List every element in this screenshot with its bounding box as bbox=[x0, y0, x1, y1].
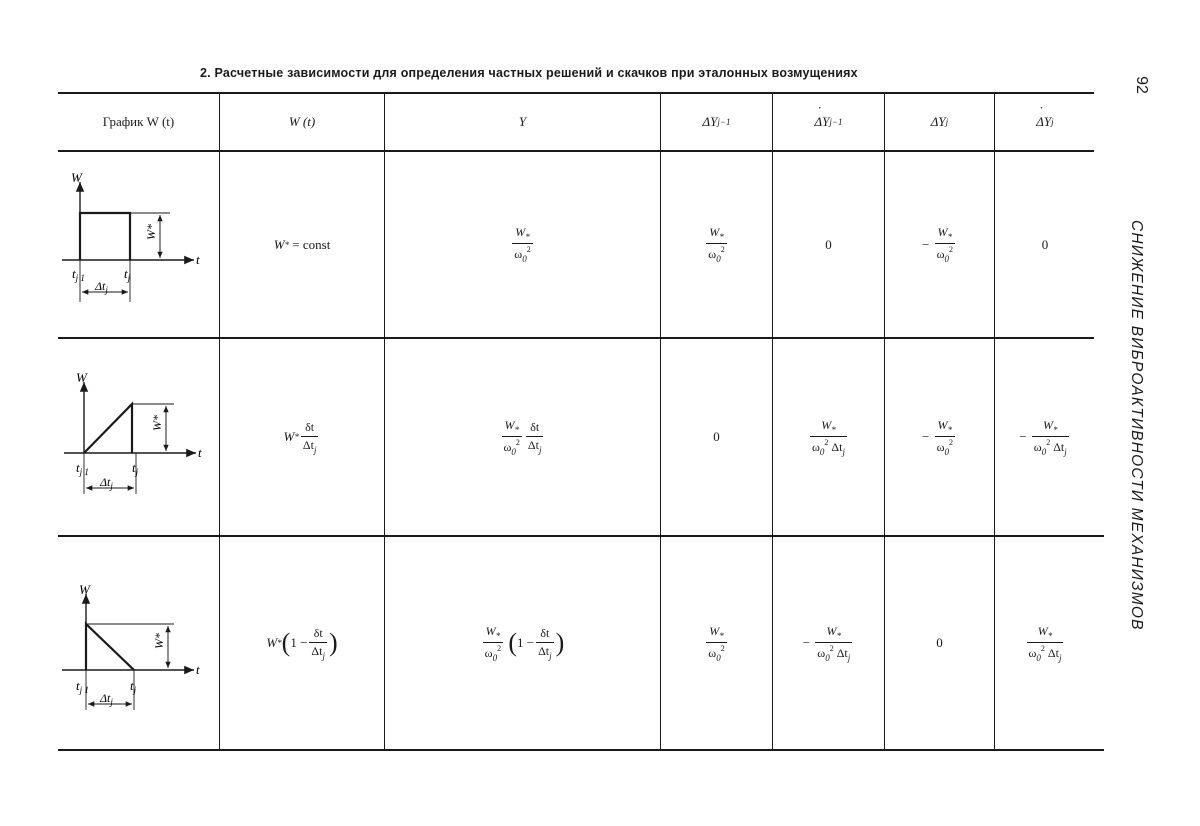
row2-dy-prev: 0 bbox=[713, 429, 720, 444]
svg-text:tj: $t_j$ bbox=[132, 460, 139, 477]
row2-dydot: − $\frac{W_*}{\omega_0^2 \Delta t_j}$ bbox=[1019, 417, 1067, 457]
svg-text:W*: W* bbox=[152, 633, 166, 649]
running-head: СНИЖЕНИЕ ВИБРОАКТИВНОСТИ МЕХАНИЗМОВ bbox=[1128, 220, 1145, 631]
header-dy-sub: j bbox=[945, 117, 949, 127]
svg-text:tj 1: $t_{j 1}$ bbox=[76, 678, 89, 695]
pulse-shape bbox=[80, 213, 130, 260]
row1-dy-prev bbox=[661, 152, 772, 337]
svg-text:Δtj: $\Delta t_j$ bbox=[100, 691, 113, 707]
graph-ramp-down bbox=[62, 578, 212, 723]
graph-wstar-label: W* bbox=[144, 224, 158, 240]
header-w bbox=[220, 94, 384, 150]
row2-y: $\frac{W_*}{\omega_0^2}$ $\frac{\delta t}{\Delta t_j}$ bbox=[503, 417, 542, 457]
row1-dydot: 0 bbox=[1041, 236, 1049, 252]
row2-w: W * $\frac{\delta t}{\Delta t_j}$ bbox=[283, 419, 317, 455]
table-caption: 2. Расчетные зависимости для определения частных решений и скачков при эталонных возмущениях bbox=[200, 66, 858, 80]
header-dydot-label: ˙ ΔY bbox=[1036, 114, 1051, 130]
graph-w-label: W bbox=[71, 170, 82, 185]
header-dy-label: ΔY bbox=[930, 114, 946, 129]
svg-text:t: t bbox=[196, 662, 200, 677]
svg-text:Δtj: $\Delta t_j$ bbox=[100, 475, 113, 491]
header-dy bbox=[885, 94, 994, 150]
header-w-label: W (t) bbox=[288, 114, 316, 129]
header-dydot-prev-sub: j−1 bbox=[829, 117, 843, 127]
header-y bbox=[385, 94, 660, 150]
graph-delta-label: $\Delta t_j$ bbox=[95, 279, 108, 295]
ramp-shape bbox=[84, 404, 132, 453]
row1-dy-prev-frac: $\frac{W_*}{\omega_0^2}$ bbox=[708, 225, 725, 264]
row2-dydot-prev: $\frac{W_*}{\omega_0^2 \Delta t_j}$ bbox=[812, 417, 845, 457]
row1-w: W * = const bbox=[273, 236, 331, 252]
graph-t-label: t bbox=[196, 252, 200, 267]
header-dy-prev-label: ΔY bbox=[702, 114, 718, 129]
graph-ramp-up bbox=[62, 368, 212, 513]
row2-dy: − $\frac{W_*}{\omega_0^2}$ bbox=[922, 417, 953, 457]
ramp-shape bbox=[86, 624, 134, 670]
svg-text:t: t bbox=[198, 445, 202, 460]
header-dydot-prev bbox=[773, 94, 884, 150]
svg-text:tj 1: $t_{j 1}$ bbox=[76, 460, 89, 477]
row1-y-frac: $\frac{W_*}{\omega_0^2}$ bbox=[514, 225, 531, 264]
page-number: 92 bbox=[1133, 76, 1150, 94]
row1-dy-frac: $\frac{W_*}{\omega_0^2}$ bbox=[936, 225, 953, 264]
header-dydot-sub: j bbox=[1051, 117, 1054, 127]
graph-tprev-label: $t_{j 1}$ bbox=[72, 266, 85, 283]
svg-text:W: W bbox=[79, 582, 90, 597]
table-bottom-rule bbox=[58, 749, 1104, 751]
header-dy-prev-sub: j−1 bbox=[717, 117, 731, 127]
row3-dydot-prev: − $\frac{W_*}{\omega_0^2 \Delta t_j}$ bbox=[802, 623, 851, 663]
row3-y: $\frac{W_*}{\omega_0^2}$ ( 1 − $\frac{\delta t}{\Delta t_j}$ ) bbox=[484, 623, 565, 663]
row3-dy: 0 bbox=[936, 635, 943, 650]
graph-tcur-label: $t_j$ bbox=[124, 266, 131, 283]
row1-dy: − $\frac{W_*}{\omega_0^2}$ bbox=[922, 225, 953, 264]
header-dydot bbox=[995, 94, 1095, 150]
header-graph-label: График W (t) bbox=[102, 114, 175, 129]
row3-dydot: $\frac{W_*}{\omega_0^2 \Delta t_j}$ bbox=[1028, 623, 1062, 663]
svg-text:W: W bbox=[76, 370, 87, 385]
header-dydot-prev-label: ˙ ΔY bbox=[815, 114, 830, 130]
header-dy-prev bbox=[661, 94, 772, 150]
graph-rect-pulse bbox=[62, 170, 212, 315]
svg-text:W*: W* bbox=[150, 415, 164, 431]
row3-dy-prev: $\frac{W_*}{\omega_0^2}$ bbox=[708, 623, 725, 663]
row1-y bbox=[385, 152, 660, 337]
svg-text:tj: $t_j$ bbox=[130, 678, 137, 695]
header-graph bbox=[58, 94, 219, 150]
row3-w: W * ( 1 − $\frac{\delta t}{\Delta t_j}$ ) bbox=[266, 625, 338, 661]
header-y-label: Y bbox=[518, 114, 527, 129]
row1-dydot-prev: 0 bbox=[825, 236, 832, 252]
